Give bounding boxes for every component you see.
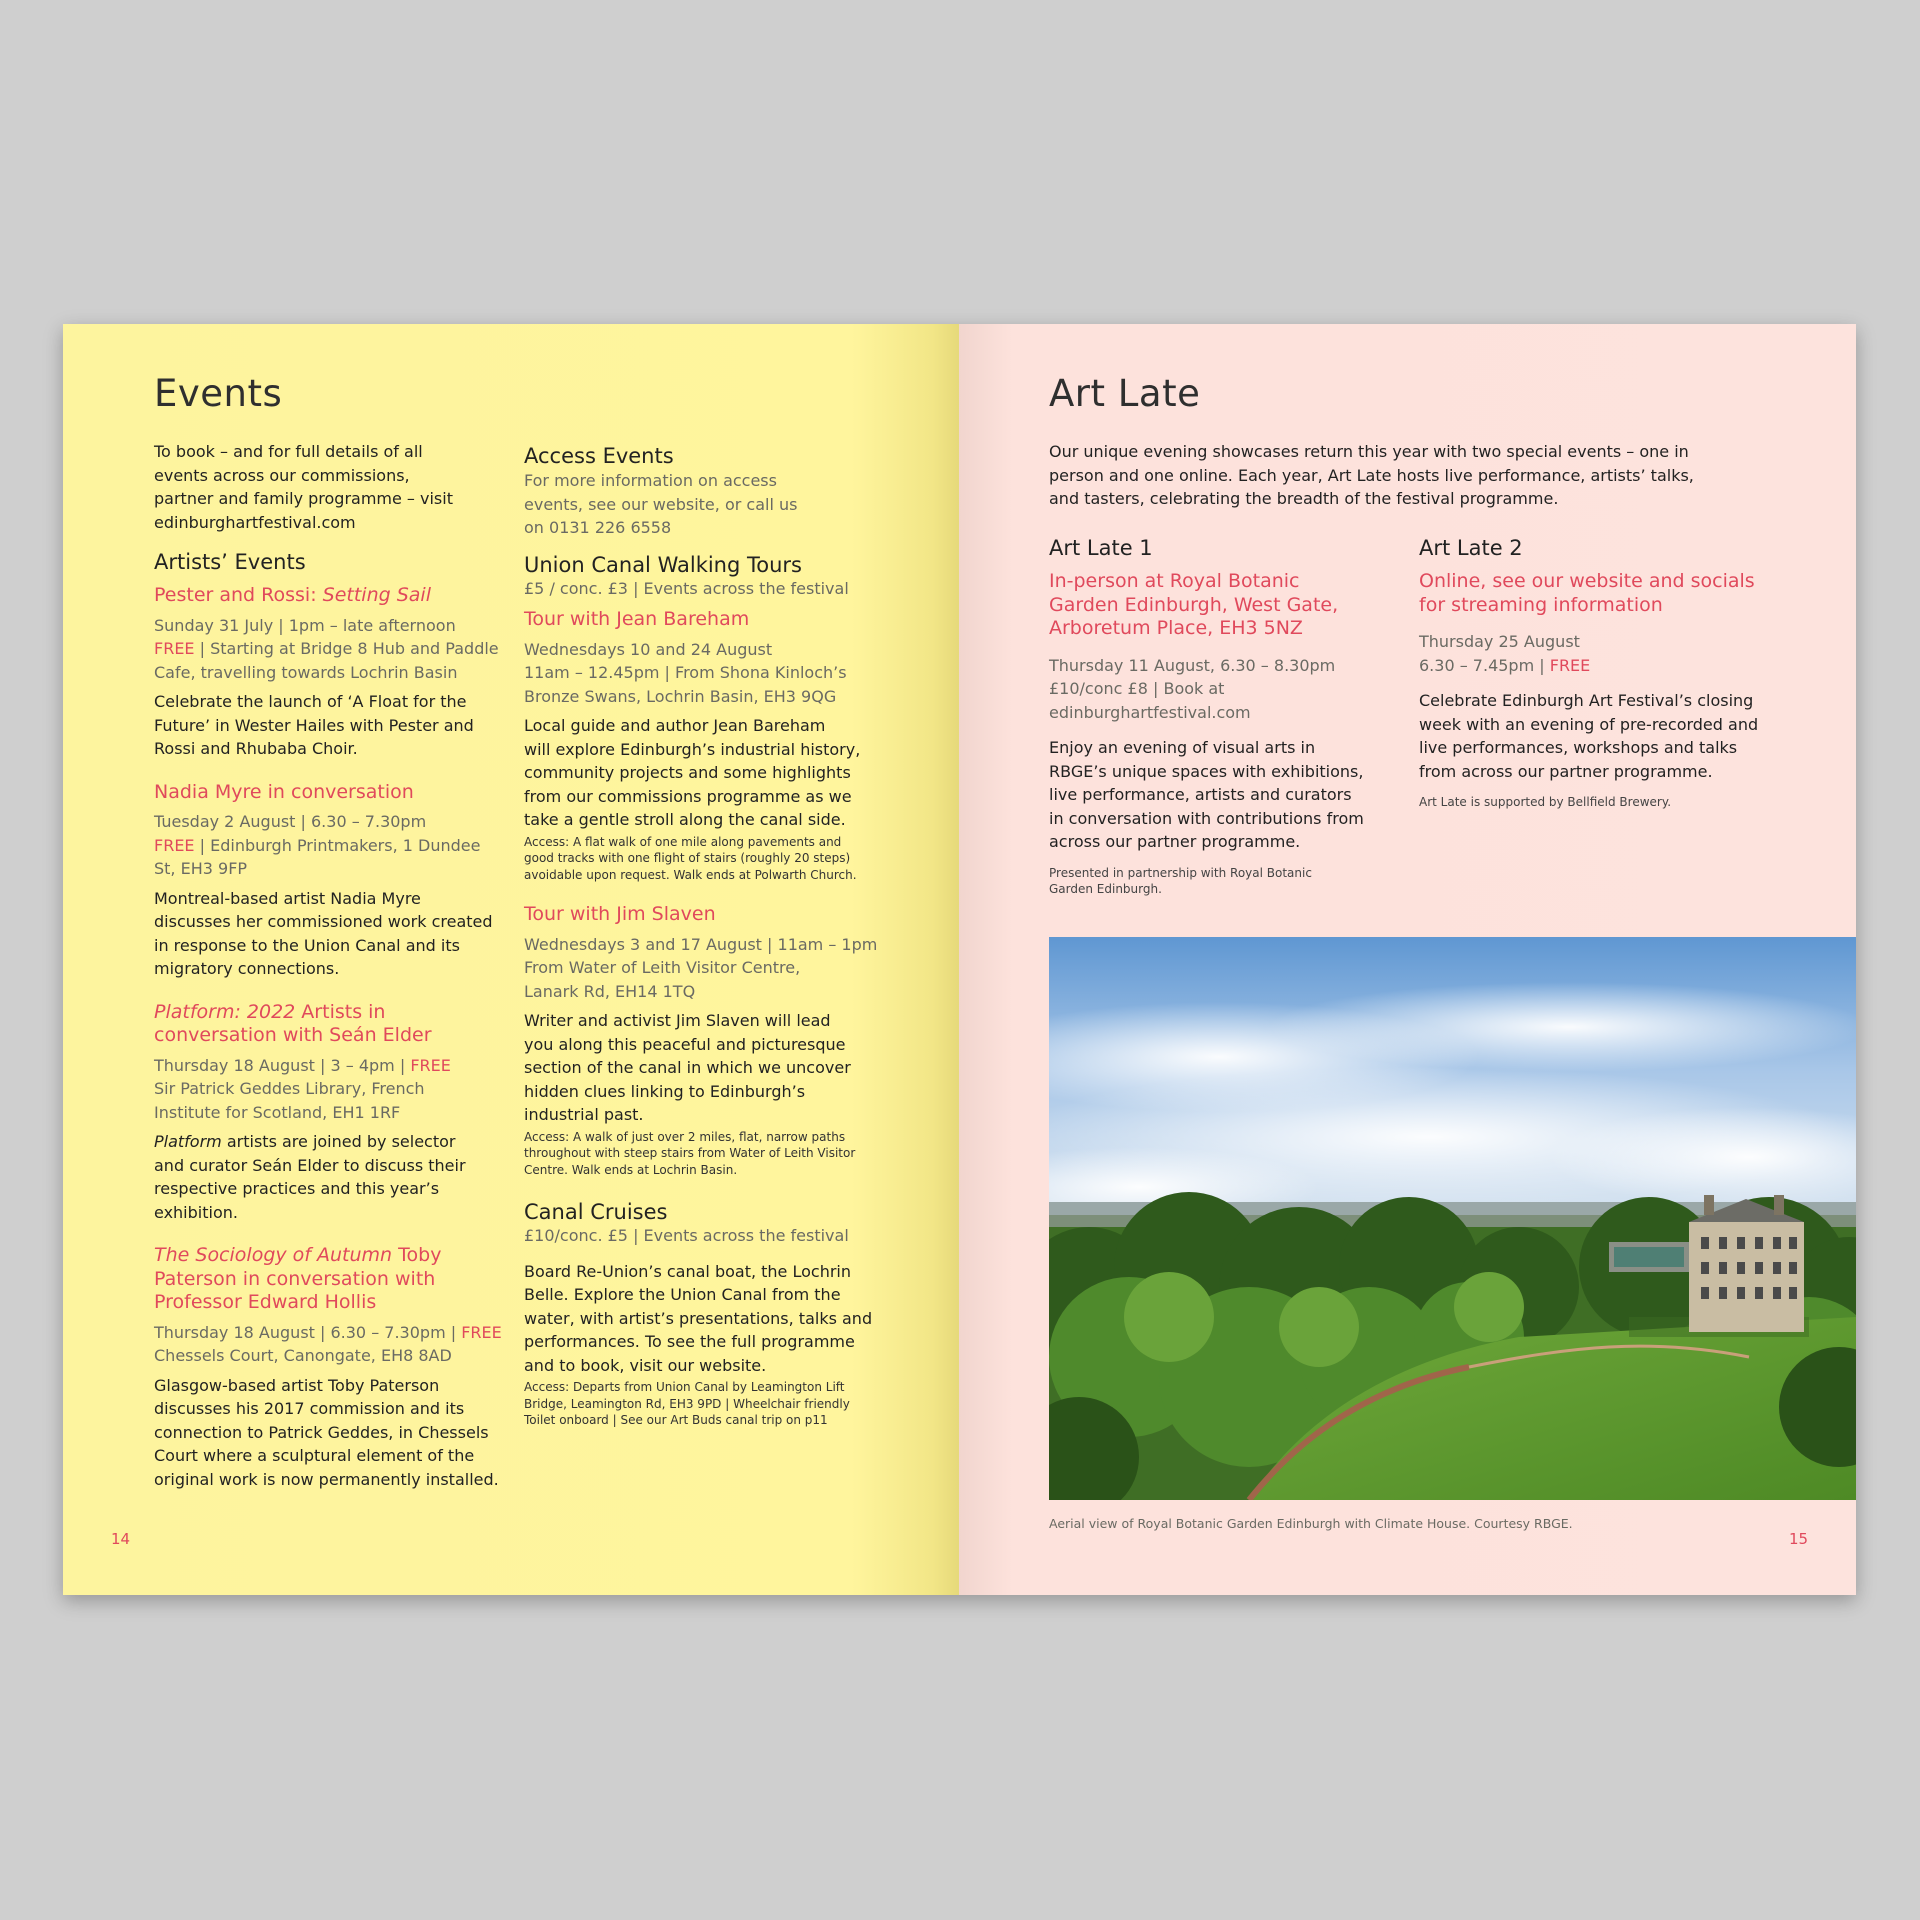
access-line: Access: A walk of just over 2 miles, flat, narrow paths <box>524 1129 846 1144</box>
event-title-part: Pester and Rossi: <box>154 584 323 606</box>
title-line: Garden Edinburgh, West Gate, <box>1049 593 1339 616</box>
event-title <box>154 584 514 608</box>
meta-line <box>154 1321 514 1345</box>
meta-text: Thursday 18 August | 6.30 – 7.30pm | <box>154 1322 462 1342</box>
canal-cruises-access-note <box>524 1379 904 1429</box>
canal-cruises <box>524 1200 904 1429</box>
meta-text: | Edinburgh Printmakers, 1 Dundee <box>194 835 481 855</box>
intro-line: Our unique evening showcases return this year with two special events – one in <box>1049 442 1689 461</box>
events-column-1 <box>154 440 514 1491</box>
title-line: Paterson in conversation with <box>154 1267 436 1290</box>
body-line: discusses her commissioned work created <box>154 912 493 931</box>
event-meta <box>154 1321 514 1368</box>
access-line: Access: A flat walk of one mile along pavements and <box>524 834 842 849</box>
tour-jean-bareham <box>524 608 904 883</box>
tour-body <box>524 714 904 832</box>
meta-line <box>154 637 514 661</box>
body-line: Future’ in Wester Hailes with Pester and <box>154 715 474 735</box>
meta-line: Sunday 31 July | 1pm – late afternoon <box>154 615 456 635</box>
tour-jim-slaven <box>524 903 904 1178</box>
title-line: In-person at Royal Botanic <box>1049 570 1300 592</box>
body-line: from our commissions programme as we <box>524 786 852 806</box>
body-line: in response to the Union Canal and its <box>154 935 460 955</box>
art-late-1-body <box>1049 736 1389 854</box>
access-line: avoidable upon request. Walk ends at Polwarth Church. <box>524 867 857 882</box>
art-late-2 <box>1419 536 1799 811</box>
tour-access-note <box>524 1129 904 1179</box>
access-line: Toilet onboard | See our Art Buds canal trip on p11 <box>524 1413 828 1427</box>
intro-line: edinburghartfestival.com <box>154 512 356 532</box>
title-line: for streaming information <box>1419 593 1663 616</box>
access-line: good tracks with one flight of stairs (roughly 20 steps) <box>524 851 851 865</box>
left-page <box>63 324 959 1595</box>
free-label: FREE <box>154 835 195 855</box>
body-line: week with an evening of pre-recorded and <box>1419 714 1759 734</box>
body-line: you along this peaceful and picturesque <box>524 1034 846 1054</box>
event-body <box>154 1374 514 1492</box>
page-number-right: 15 <box>1789 1530 1809 1548</box>
meta-line <box>154 834 514 858</box>
free-label: FREE <box>461 1322 502 1342</box>
title-line <box>154 1001 514 1025</box>
free-label: FREE <box>410 1055 451 1075</box>
meta-text: | Starting at Bridge 8 Hub and Paddle <box>194 639 499 658</box>
events-intro <box>154 440 514 534</box>
meta-text: Thursday 18 August | 3 – 4pm | <box>154 1055 411 1075</box>
body-line: Celebrate Edinburgh Art Festival’s closing <box>1419 691 1754 710</box>
art-late-1-heading: Art Late 1 <box>1049 536 1153 560</box>
art-late-intro <box>1049 440 1769 511</box>
body-line: Glasgow-based artist Toby Paterson <box>154 1375 440 1395</box>
body-line: Rossi and Rhubaba Choir. <box>154 739 358 758</box>
art-late-1 <box>1049 536 1389 898</box>
canal-cruises-heading: Canal Cruises <box>524 1200 668 1224</box>
art-late-2-body <box>1419 689 1799 783</box>
intro-line: events across our commissions, <box>154 465 410 485</box>
access-line: throughout with steep stairs from Water of Leith Visitor <box>524 1146 856 1160</box>
canal-cruises-body <box>524 1260 904 1378</box>
event-title-part: Toby <box>392 1244 442 1266</box>
body-line: Enjoy an evening of visual arts in <box>1049 738 1316 757</box>
body-line: industrial past. <box>524 1105 644 1124</box>
event-meta <box>154 614 514 685</box>
title-line <box>154 1244 514 1268</box>
note-line: Presented in partnership with Royal Botanic <box>1049 865 1312 880</box>
walking-tours-meta: £5 / conc. £3 | Events across the festival <box>524 578 849 598</box>
intro-line: partner and family programme – visit <box>154 489 453 508</box>
body-line: Belle. Explore the Union Canal from the <box>524 1285 841 1304</box>
aerial-photo <box>1049 937 1856 1500</box>
meta-line: edinburghartfestival.com <box>1049 702 1251 722</box>
body-line: water, with artist’s presentations, talks and <box>524 1308 873 1328</box>
event-title-italic: Platform: 2022 <box>154 1000 296 1023</box>
body-line: migratory connections. <box>154 959 340 978</box>
title-line: Online, see our website and socials <box>1419 570 1755 592</box>
meta-line: Cafe, travelling towards Lochrin Basin <box>154 662 458 682</box>
canal-cruises-meta: £10/conc. £5 | Events across the festival <box>524 1226 849 1245</box>
event-title: Nadia Myre in conversation <box>154 780 414 803</box>
event-title-italic: Setting Sail <box>322 584 431 606</box>
page-number-left: 14 <box>111 1530 131 1548</box>
art-late-1-location <box>1049 570 1389 641</box>
access-events-meta <box>524 469 904 540</box>
body-text: artists are joined by selector <box>221 1132 456 1151</box>
tour-body <box>524 1009 904 1127</box>
art-late-heading: Art Late <box>1049 372 1201 415</box>
photo-caption: Aerial view of Royal Botanic Garden Edinburgh with Climate House. Courtesy RBGE. <box>1049 1516 1573 1531</box>
body-line: respective practices and this year’s <box>154 1179 440 1198</box>
brochure-spread <box>63 324 1856 1595</box>
body-line: Montreal-based artist Nadia Myre <box>154 888 421 908</box>
meta-line: From Water of Leith Visitor Centre, <box>524 958 801 977</box>
tour-title: Tour with Jim Slaven <box>524 903 716 925</box>
body-line: and curator Seán Elder to discuss their <box>154 1155 466 1175</box>
event-title-part: Artists in <box>295 1000 386 1023</box>
intro-line: To book – and for full details of all <box>154 442 423 461</box>
event-title <box>154 1001 514 1048</box>
aerial-photo-illustration <box>1049 937 1856 1500</box>
meta-line <box>154 1054 514 1078</box>
meta-text: 6.30 – 7.45pm | <box>1419 655 1550 675</box>
meta-line: Bronze Swans, Lochrin Basin, EH3 9QG <box>524 686 837 706</box>
meta-line: Chessels Court, Canongate, EH8 8AD <box>154 1346 452 1365</box>
meta-line: Wednesdays 10 and 24 August <box>524 639 773 659</box>
body-line: community projects and some highlights <box>524 763 851 782</box>
body-line: Writer and activist Jim Slaven will lead <box>524 1011 831 1030</box>
body-line: exhibition. <box>154 1202 238 1222</box>
body-line: original work is now permanently installed. <box>154 1469 499 1489</box>
event-toby-paterson <box>154 1244 514 1491</box>
free-label: FREE <box>1549 655 1591 675</box>
meta-line <box>1419 654 1799 678</box>
body-line: Local guide and author Jean Bareham <box>524 716 826 735</box>
event-pester-rossi <box>154 584 514 761</box>
body-line: Celebrate the launch of ‘A Float for the <box>154 692 467 711</box>
events-heading: Events <box>154 372 283 415</box>
meta-line: Wednesdays 3 and 17 August | 11am – 1pm <box>524 934 878 954</box>
body-line: and to book, visit our website. <box>524 1355 767 1375</box>
body-line: connection to Patrick Geddes, in Chessels <box>154 1422 489 1442</box>
access-events-heading: Access Events <box>524 444 674 468</box>
art-late-1-note <box>1049 865 1389 898</box>
right-page <box>959 324 1856 1595</box>
meta-line: Tuesday 2 August | 6.30 – 7.30pm <box>154 812 427 831</box>
events-column-2 <box>524 444 904 1429</box>
event-meta <box>154 810 514 881</box>
meta-line: St, EH3 9FP <box>154 859 248 878</box>
walking-tours-heading: Union Canal Walking Tours <box>524 552 802 577</box>
body-line: Court where a sculptural element of the <box>154 1446 475 1465</box>
body-line: hidden clues linking to Edinburgh’s <box>524 1081 806 1101</box>
body-line: section of the canal in which we uncover <box>524 1058 851 1077</box>
title-line: conversation with Seán Elder <box>154 1024 432 1046</box>
event-body <box>154 887 514 981</box>
event-nadia-myre <box>154 781 514 981</box>
art-late-1-meta <box>1049 654 1389 725</box>
body-line: RBGE’s unique spaces with exhibitions, <box>1049 761 1364 781</box>
meta-line: Sir Patrick Geddes Library, French <box>154 1079 425 1098</box>
meta-line: on 0131 226 6558 <box>524 518 672 537</box>
event-title <box>154 1244 514 1315</box>
art-late-2-note: Art Late is supported by Bellfield Brewery. <box>1419 795 1672 809</box>
tour-title: Tour with Jean Bareham <box>524 608 750 630</box>
body-line: take a gentle stroll along the canal side. <box>524 810 846 829</box>
body-line: performances. To see the full programme <box>524 1332 855 1351</box>
event-platform <box>154 1001 514 1225</box>
body-line: across our partner programme. <box>1049 832 1301 851</box>
access-events <box>524 444 904 540</box>
body-line: will explore Edinburgh’s industrial history, <box>524 739 861 759</box>
art-late-2-location <box>1419 570 1799 617</box>
meta-line: Institute for Scotland, EH1 1RF <box>154 1102 401 1122</box>
meta-line: Thursday 25 August <box>1419 632 1580 651</box>
meta-line: Lanark Rd, EH14 1TQ <box>524 981 696 1001</box>
event-title-italic: The Sociology of Autumn <box>154 1244 393 1266</box>
meta-line: 11am – 12.45pm | From Shona Kinloch’s <box>524 663 847 682</box>
access-line: Centre. Walk ends at Lochrin Basin. <box>524 1162 738 1177</box>
body-line: Board Re-Union’s canal boat, the Lochrin <box>524 1261 851 1281</box>
artists-events-heading: Artists’ Events <box>154 550 306 574</box>
free-label: FREE <box>154 639 195 658</box>
body-line: live performances, workshops and talks <box>1419 738 1738 757</box>
access-line: Bridge, Leamington Rd, EH3 9PD | Wheelchair friendly <box>524 1396 850 1411</box>
walking-tours <box>524 553 904 1179</box>
event-body <box>154 1130 514 1224</box>
access-line: Access: Departs from Union Canal by Leamington Lift <box>524 1380 845 1394</box>
title-line: Arboretum Place, EH3 5NZ <box>1049 617 1303 639</box>
body-line <box>154 1130 514 1154</box>
tour-meta <box>524 933 904 1004</box>
art-late-2-meta <box>1419 630 1799 677</box>
tour-meta <box>524 638 904 709</box>
art-late-2-heading: Art Late 2 <box>1419 536 1523 560</box>
tour-access-note <box>524 834 904 884</box>
body-line: live performance, artists and curators <box>1049 785 1352 804</box>
body-line: in conversation with contributions from <box>1049 808 1364 828</box>
note-line: Garden Edinburgh. <box>1049 882 1162 896</box>
title-line: Professor Edward Hollis <box>154 1291 377 1313</box>
intro-line: and tasters, celebrating the breadth of the festival programme. <box>1049 489 1559 508</box>
body-line: discusses his 2017 commission and its <box>154 1399 465 1418</box>
event-body <box>154 690 514 761</box>
body-line: from across our partner programme. <box>1419 761 1713 781</box>
meta-line: £10/conc £8 | Book at <box>1049 679 1225 698</box>
meta-line: events, see our website, or call us <box>524 494 798 514</box>
meta-line: For more information on access <box>524 471 777 490</box>
intro-line: person and one online. Each year, Art Late hosts live performance, artists’ talks, <box>1049 465 1694 485</box>
meta-line: Thursday 11 August, 6.30 – 8.30pm <box>1049 655 1336 675</box>
body-italic: Platform <box>154 1132 222 1151</box>
event-meta <box>154 1054 514 1125</box>
